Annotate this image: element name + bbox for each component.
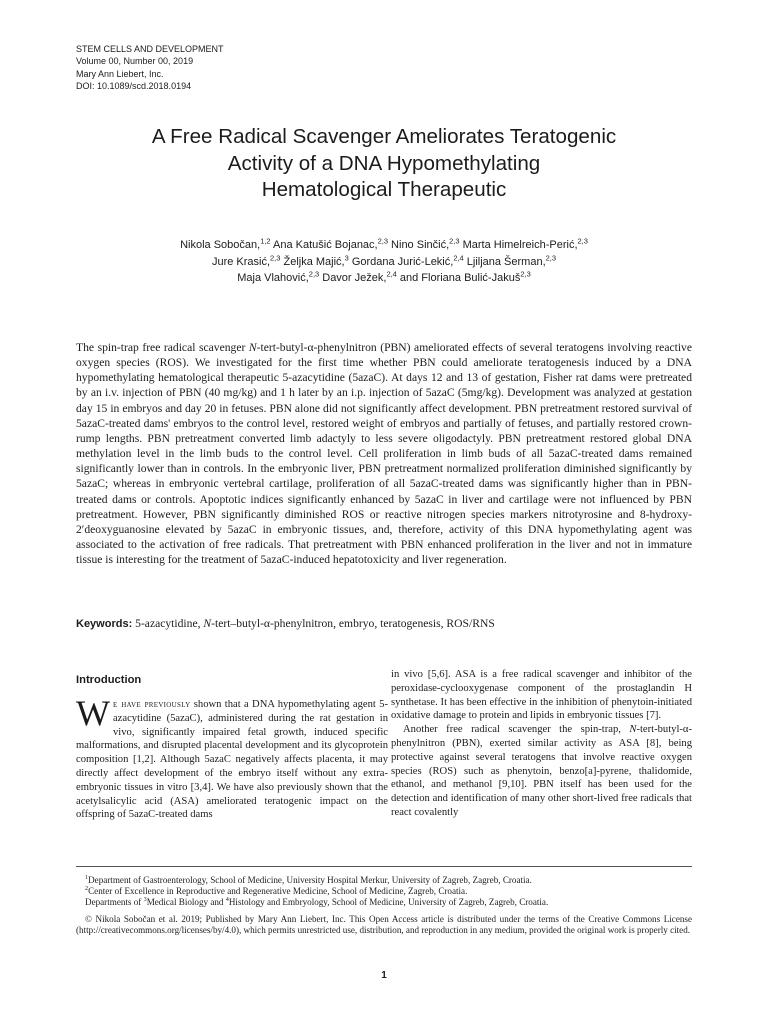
author-affiliation: 2,3 xyxy=(577,236,588,246)
author-name: Maja Vlahović, xyxy=(237,272,309,285)
intro-smallcaps: e have previously xyxy=(112,699,191,710)
title-line: A Free Radical Scavenger Ameliorates Teratogenic xyxy=(151,125,617,148)
author-name: Gordana Jurić-Lekić, xyxy=(348,255,454,268)
author-name: Jure Krasić, xyxy=(211,255,271,268)
affiliation xyxy=(76,897,692,908)
license-notice: © Nikola Sobočan et al. 2019; Published by Mary Ann Liebert, Inc. This Open Access article is distributed under the terms of the Creative Commons License (http://creativecommons.org/licenses/by/4.0), which permits unrestricted use, distribution, and reproduction in any medium, provided the original work is properly cited. xyxy=(76,914,692,936)
author-name: Nino Sinčić, xyxy=(388,239,450,251)
journal-volume: Volume 00, Number 00, 2019 xyxy=(76,56,194,67)
author-name: Nikola Sobočan, xyxy=(180,239,261,251)
introduction-left-column xyxy=(76,693,388,822)
title-line: Activity of a DNA Hypomethylating xyxy=(227,151,541,175)
drop-cap: W xyxy=(76,693,110,733)
affiliation-marker: 4 xyxy=(225,895,229,903)
author-affiliation: 2,3 xyxy=(520,269,531,279)
author-affiliation: 1,2 xyxy=(260,236,271,246)
author-name: Davor Ježek, xyxy=(319,272,387,285)
abstract xyxy=(76,340,692,567)
abstract-text: The spin-trap free radical scavenger xyxy=(76,341,249,354)
author-line xyxy=(60,254,708,271)
author-affiliation: 2,4 xyxy=(386,269,397,279)
author-affiliation: 2,3 xyxy=(545,252,557,262)
footnote-divider xyxy=(76,866,692,867)
affiliation-marker: 1 xyxy=(85,873,89,881)
introduction-right-column xyxy=(391,668,692,820)
author-affiliation: 2,4 xyxy=(453,252,464,262)
keywords-text: 5-azacytidine, xyxy=(132,617,204,630)
author-line xyxy=(60,237,708,254)
author-affiliation: 2,3 xyxy=(270,252,281,262)
publisher: Mary Ann Liebert, Inc. xyxy=(76,68,164,79)
author-affiliation: 2,3 xyxy=(449,236,460,246)
keywords xyxy=(76,616,692,632)
author-name: and Floriana Bulić-Jakuš xyxy=(396,272,521,285)
author-affiliation: 2,3 xyxy=(377,236,388,246)
affiliation-text: Departments of xyxy=(85,896,144,907)
journal-header xyxy=(76,43,224,93)
title-line: Hematological Therapeutic xyxy=(261,178,507,201)
author-line xyxy=(60,270,708,287)
intro-text: -tert-butyl-α-phenylnitron (PBN), exerted similar activity as ASA [8], being protective against several teratogens that involve reactive oxygen species (ROS) such as phenytoin, benzo[a]-pyrene, thalidomide, ethanol, and methanol [9,10]. PBN itself has been used for the detection and identification of many other short-lived free radicals that react covalently xyxy=(391,724,692,818)
affiliation-text: Department of Gastroenterology, School of Medicine, University Hospital Merkur, University of Zagreb, Zagreb, Croatia. xyxy=(88,875,532,885)
intro-italic: N xyxy=(629,724,637,736)
author-name: Marta Himelreich-Perić, xyxy=(459,239,578,251)
footnotes xyxy=(76,875,692,936)
intro-paragraph: in vivo [5,6]. ASA is a free radical scavenger and inhibitor of the peroxidase-cyclooxygenase component of the prostaglandin H synthetase. It has been effective in the inhibition of phenytoin-initiated oxidative damage to protein and lipids in embryonic tissues [7]. xyxy=(391,669,692,722)
introduction-heading: Introduction xyxy=(76,674,142,686)
author-affiliation: 2,3 xyxy=(308,269,320,279)
affiliation-marker: 3 xyxy=(143,895,147,903)
journal-name: STEM CELLS AND DEVELOPMENT xyxy=(76,44,224,54)
author-name: Ana Katušić Bojanac, xyxy=(270,239,378,251)
page-number: 1 xyxy=(381,970,387,981)
affiliation-marker: 2 xyxy=(85,884,89,892)
intro-text: shown that a DNA hypomethylating agent 5-azacytidine (5azaC), administered during the rat gestation in vivo, significantly impaired fetal growth, induced specific malformations, and disrupted placental development and its glycoprotein composition [1,2]. Although 5azaC negatively affects placenta, it may directly affect development of the embryo itself without any extra-embryonic tissues in vitro [3,4]. We have also previously shown that the acetylsalicylic acid (ASA) ameliorated teratogenic impact on the offspring of 5azaC-treated dams xyxy=(76,699,388,821)
keywords-text: -tert–butyl-α-phenylnitron, embryo, teratogenesis, ROS/RNS xyxy=(211,617,495,630)
author-name: Željka Majić, xyxy=(280,255,345,268)
abstract-italic: N xyxy=(248,341,257,354)
article-title xyxy=(60,124,708,204)
keywords-italic: N xyxy=(203,617,212,630)
affiliation-text: Histology and Embryology, School of Medicine, University of Zagreb, Zagreb, Croatia. xyxy=(228,896,549,907)
affiliation-text: Medical Biology and xyxy=(146,896,226,907)
intro-paragraph xyxy=(391,723,692,820)
author-affiliation: 3 xyxy=(344,252,349,262)
affiliation xyxy=(76,886,692,897)
affiliation-text: Center of Excellence in Reproductive and Regenerative Medicine, School of Medicine, Zagreb, Croatia. xyxy=(88,885,468,896)
author-name: Ljiljana Šerman, xyxy=(463,255,546,268)
doi[interactable]: DOI: 10.1089/scd.2018.0194 xyxy=(76,81,192,92)
author-list xyxy=(60,237,708,287)
keywords-label: Keywords: xyxy=(76,618,133,630)
affiliation xyxy=(76,875,692,886)
abstract-text: -tert-butyl-α-phenylnitron (PBN) ameliorated effects of several teratogens involving reactive oxygen species (ROS). We investigated for the first time whether PBN could ameliorate teratogenesis induced by a DNA hypomethylating hematological therapeutic 5-azacytidine (5azaC). At days 12 and 13 of gestation, Fisher rat dams were pretreated by an i.v. injection of PBN (40 mg/kg) and 1 h later by an i.p. injection of 5azaC (5mg/kg). Development was analyzed at gestation day 15 in embryos and day 20 in fetuses. PBN alone did not significantly affect development. PBN pretreatment restored survival of 5azaC-treated dams' embryos to the control level, restored weight of embryos and partially of fetuses, and partially restored crown-rump lengths. PBN pretreatment converted limb adactyly to less severe oligodactyly. PBN pretreatment restored global DNA methylation level in the limb buds to the control level. Cell proliferation in limb buds of all 5azaC-treated dams remained significantly lower than in controls. In the embryonic liver, PBN pretreatment normalized proliferation diminished significantly by 5azaC; whereas in embryonic vertebral cartilage, proliferation of all 5azaC-treated dams was significantly higher than in PBN-treated dams or controls. Apoptotic indices significantly enhanced by 5azaC in liver and cartilage were not influenced by PBN pretreatment. However, PBN significantly diminished ROS or reactive nitrogen species markers nitrotyrosine and 8-hydroxy-2′deoxyguanosine elevated by 5azaC in embryonic tissues, and, therefore, activity of this DNA hypomethylating agent was associated to the activation of free radicals. That pretreatment with PBN enhanced proliferation in the liver and not in immature tissue is interesting for the treatment of 5azaC-induced hepatotoxicity and liver regeneration. xyxy=(76,341,692,567)
intro-text: Another free radical scavenger the spin-trap, xyxy=(403,724,630,736)
